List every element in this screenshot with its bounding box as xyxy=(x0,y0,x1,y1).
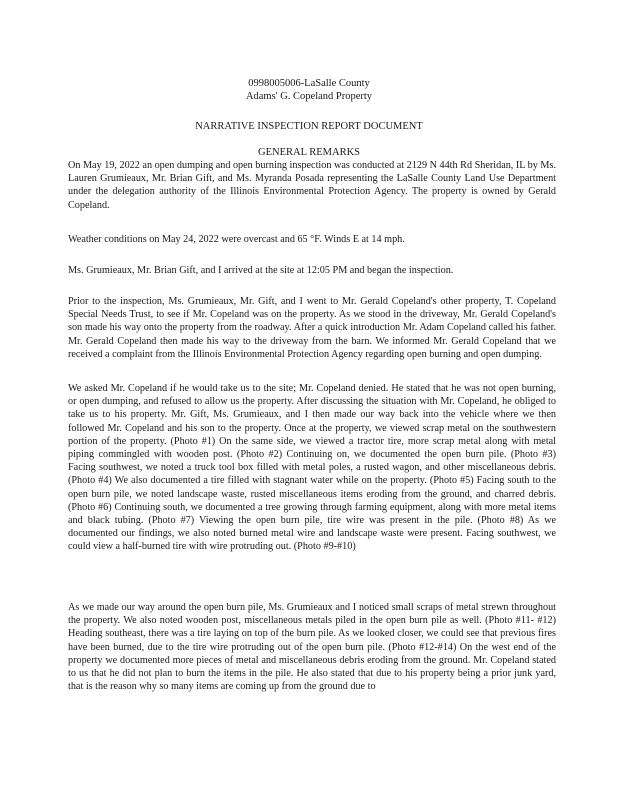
paragraph-burn-pile: As we made our way around the open burn pile, Ms. Grumieaux and I noticed small scraps of metal strewn throughout the property. We also noted wooden post, miscellaneous metals piled in the open burn pile as well. (Photo #11- #12) Heading southeast, there was a tire laying on top of the burn pile. As we looked closer, we could see that previous fires have been burned, due to the tire wire protruding out of the open burn pile. (Photo #12-#14) On the west end of the property we documented more pieces of metal and miscellaneous debris eroding from the ground. Mr. Copeland stated to us that he did not plan to burn the items in the pile. He also stated that due to his property being a prior junk yard, that is the reason why so many items are coming up from the ground due to xyxy=(68,602,556,693)
property-name-line: Adams' G. Copeland Property xyxy=(245,91,373,102)
paragraph-arrival: Ms. Grumieaux, Mr. Brian Gift, and I arrived at the site at 12:05 PM and began the inspection. xyxy=(68,265,454,276)
paragraph-prior-visit: Prior to the inspection, Ms. Grumieaux, Mr. Gift, and I went to Mr. Gerald Copeland's other property, T. Copeland Special Needs Trust, to see if Mr. Copeland was on the property. As we stood in the driveway, Mr. Gerald Copeland's son made his way onto the property from the roadway. After a quick introduction Mr. Adam Copeland called his father. Mr. Gerald Copeland then made his way to the driveway from the barn. We informed Mr. Gerald Copeland that we received a complaint from the Illinois Environmental Protection Agency regarding open burning and open dumping. xyxy=(68,296,556,360)
case-id-line: 0998005006-LaSalle County xyxy=(248,78,370,89)
section-title: GENERAL REMARKS xyxy=(258,147,360,158)
paragraph-weather: Weather conditions on May 24, 2022 were overcast and 65 °F. Winds E at 14 mph. xyxy=(68,234,405,245)
paragraph-inspection-summary: On May 19, 2022 an open dumping and open burning inspection was conducted at 2129 N 44th Rd Sheridan, IL by Ms. Lauren Grumieaux, Mr. Brian Gift, and Ms. Myranda Posada representing the LaSalle County Land Use Department under the delegation authority of the Illinois Environmental Protection Agency. The property is owned by Gerald Copeland. xyxy=(68,160,556,211)
paragraph-site-findings: We asked Mr. Copeland if he would take us to the site; Mr. Copeland denied. He stated that he was not open burning, or open dumping, and refused to allow us the property. After discussing the situation with Mr. Copeland, he obliged to take us to his property. Mr. Gift, Ms. Grumieaux, and I then made our way back into the vehicle where we then followed Mr. Copeland and his son to the property. Once at the property, we viewed scrap metal on the southwestern portion of the property. (Photo #1) On the same side, we viewed a tractor tire, more scrap metal along with metal piping commingled with wooden post. (Photo #2) Continuing on, we documented the open burn pile. (Photo #3) Facing southwest, we noted a truck tool box filled with metal poles, a rusted wagon, and other miscellaneous debris. (Photo #4) We also documented a tire filled with stagnant water while on the property. (Photo #5) Facing south to the open burn pile, we noted landscape waste, rusted miscellaneous items eroding from the ground, and charred debris. (Photo #6) Continuing south, we documented a tree growing through farming equipment, along with more metal items and black tubing. (Photo #7) Viewing the open burn pile, tire wire was present in the pile. (Photo #8) As we documented our findings, we also noted burned metal wire and landscape waste were present. Facing southwest, we could view a half-burned tire with wire protruding out. (Photo #9-#10) xyxy=(68,383,556,553)
document-title: NARRATIVE INSPECTION REPORT DOCUMENT xyxy=(195,121,423,132)
